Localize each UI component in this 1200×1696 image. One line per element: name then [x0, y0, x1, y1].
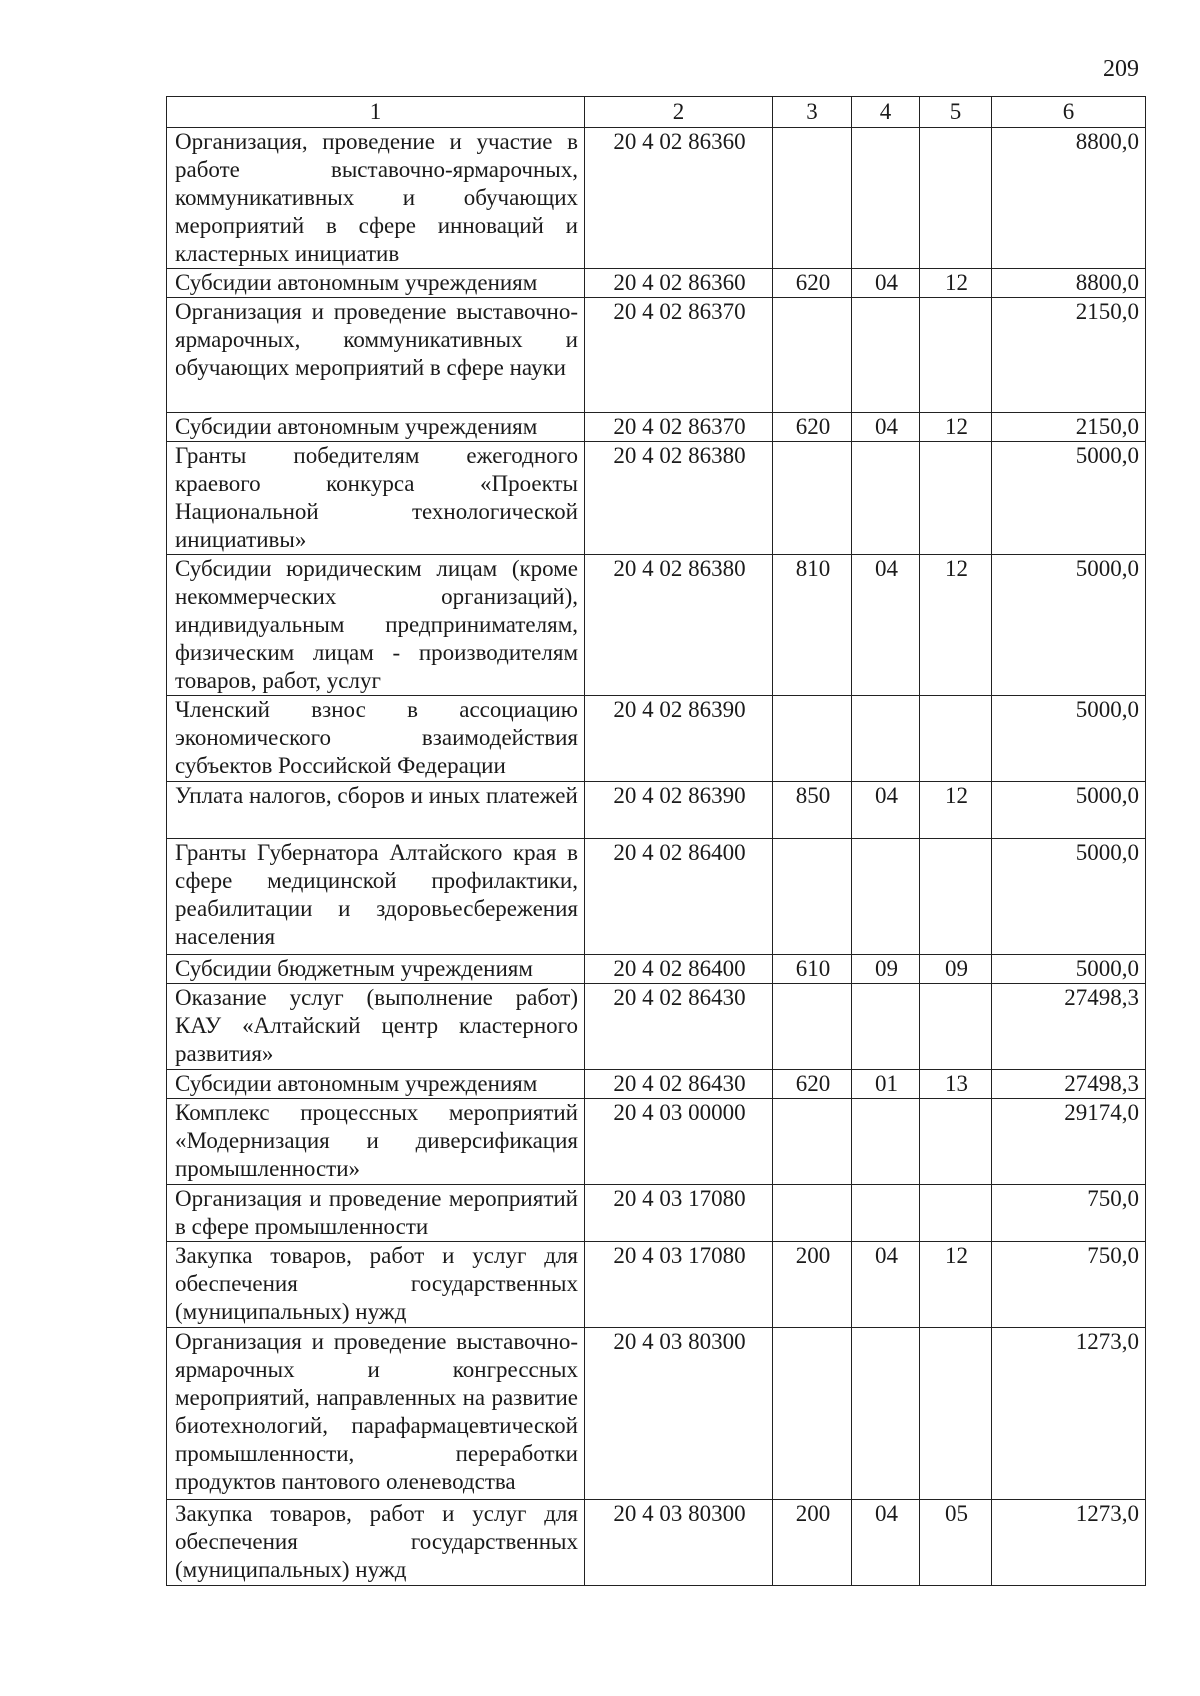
row-col4: 04	[852, 413, 920, 442]
row-col4: 04	[852, 555, 920, 696]
table-row	[167, 984, 1146, 1070]
row-col3: 620	[773, 413, 852, 442]
row-name: Уплата налогов, сборов и иных платежей	[167, 782, 585, 839]
row-amount: 5000,0	[992, 555, 1146, 696]
row-amount: 2150,0	[992, 298, 1146, 413]
row-amount: 29174,0	[992, 1099, 1146, 1185]
row-amount: 27498,3	[992, 1070, 1146, 1099]
table-row	[167, 955, 1146, 984]
row-col4: 04	[852, 782, 920, 839]
header-cell: 1	[167, 97, 585, 128]
row-col4	[852, 696, 920, 782]
row-name: Субсидии автономным учреждениям	[167, 269, 585, 298]
row-name: Организация и проведение выставочно-ярмарочных, коммуникативных и обучающих мероприятий в сфере науки	[167, 298, 585, 413]
row-col3	[773, 298, 852, 413]
row-code: 20 4 02 86360	[585, 128, 773, 269]
row-name: Гранты Губернатора Алтайского края в сфере медицинской профилактики, реабилитации и здоровьесбережения населения	[167, 839, 585, 955]
row-col5	[920, 128, 992, 269]
row-name: Субсидии автономным учреждениям	[167, 1070, 585, 1099]
table-row	[167, 413, 1146, 442]
row-col5	[920, 442, 992, 555]
table-row	[167, 298, 1146, 413]
row-code: 20 4 02 86390	[585, 782, 773, 839]
row-col4: 09	[852, 955, 920, 984]
row-name: Организация, проведение и участие в работе выставочно-ярмарочных, коммуникативных и обучающих мероприятий в сфере инноваций и кластерных инициатив	[167, 128, 585, 269]
row-col3	[773, 1185, 852, 1242]
row-col4: 04	[852, 1500, 920, 1586]
row-code: 20 4 02 86430	[585, 1070, 773, 1099]
row-col3	[773, 442, 852, 555]
header-cell: 6	[992, 97, 1146, 128]
row-code: 20 4 02 86430	[585, 984, 773, 1070]
row-col3	[773, 696, 852, 782]
row-col5	[920, 839, 992, 955]
row-name: Оказание услуг (выполнение работ) КАУ «Алтайский центр кластерного развития»	[167, 984, 585, 1070]
row-code: 20 4 02 86380	[585, 555, 773, 696]
row-col3: 810	[773, 555, 852, 696]
budget-table	[166, 96, 1146, 1586]
row-code: 20 4 03 17080	[585, 1185, 773, 1242]
row-code: 20 4 02 86370	[585, 298, 773, 413]
row-amount: 8800,0	[992, 128, 1146, 269]
row-col4	[852, 128, 920, 269]
row-name: Организация и проведение мероприятий в сфере промышленности	[167, 1185, 585, 1242]
row-name: Гранты победителям ежегодного краевого конкурса «Проекты Национальной технологической инициативы»	[167, 442, 585, 555]
row-col5: 12	[920, 782, 992, 839]
header-cell: 3	[773, 97, 852, 128]
row-col3: 620	[773, 269, 852, 298]
row-code: 20 4 02 86390	[585, 696, 773, 782]
row-amount: 2150,0	[992, 413, 1146, 442]
row-col3: 200	[773, 1242, 852, 1328]
row-amount: 5000,0	[992, 442, 1146, 555]
row-col5: 12	[920, 1242, 992, 1328]
table-row	[167, 128, 1146, 269]
row-code: 20 4 03 17080	[585, 1242, 773, 1328]
row-col5	[920, 1185, 992, 1242]
row-name: Субсидии бюджетным учреждениям	[167, 955, 585, 984]
row-col5: 13	[920, 1070, 992, 1099]
row-name: Субсидии автономным учреждениям	[167, 413, 585, 442]
header-cell: 4	[852, 97, 920, 128]
row-col5: 12	[920, 269, 992, 298]
page-number: 209	[1103, 56, 1139, 82]
row-col4: 01	[852, 1070, 920, 1099]
table-row	[167, 555, 1146, 696]
table-row	[167, 1328, 1146, 1500]
row-code: 20 4 02 86360	[585, 269, 773, 298]
row-col3	[773, 1328, 852, 1500]
table-row	[167, 782, 1146, 839]
row-col4	[852, 1328, 920, 1500]
row-amount: 5000,0	[992, 782, 1146, 839]
row-amount: 750,0	[992, 1185, 1146, 1242]
row-col5: 09	[920, 955, 992, 984]
row-name: Организация и проведение выставочно-ярмарочных и конгрессных мероприятий, направленных на развитие биотехнологий, парафармацевтической промышленности, переработки продуктов пантового оленеводства	[167, 1328, 585, 1500]
table-row	[167, 442, 1146, 555]
row-col4	[852, 984, 920, 1070]
row-col5	[920, 298, 992, 413]
row-col3	[773, 1099, 852, 1185]
row-name: Закупка товаров, работ и услуг для обеспечения государственных (муниципальных) нужд	[167, 1500, 585, 1586]
row-code: 20 4 02 86400	[585, 839, 773, 955]
row-code: 20 4 03 80300	[585, 1328, 773, 1500]
table-row	[167, 1070, 1146, 1099]
row-code: 20 4 02 86370	[585, 413, 773, 442]
row-col5: 05	[920, 1500, 992, 1586]
row-col5: 12	[920, 413, 992, 442]
row-amount: 5000,0	[992, 696, 1146, 782]
header-cell: 5	[920, 97, 992, 128]
row-col5	[920, 984, 992, 1070]
table-row	[167, 1099, 1146, 1185]
row-col3	[773, 839, 852, 955]
row-amount: 5000,0	[992, 955, 1146, 984]
row-amount: 5000,0	[992, 839, 1146, 955]
row-col4	[852, 298, 920, 413]
row-col3	[773, 984, 852, 1070]
header-cell: 2	[585, 97, 773, 128]
row-col4: 04	[852, 1242, 920, 1328]
row-col4: 04	[852, 269, 920, 298]
row-amount: 750,0	[992, 1242, 1146, 1328]
row-col3: 610	[773, 955, 852, 984]
row-name: Членский взнос в ассоциацию экономического взаимодействия субъектов Российской Федерации	[167, 696, 585, 782]
row-col4	[852, 1185, 920, 1242]
row-col3: 200	[773, 1500, 852, 1586]
row-name: Закупка товаров, работ и услуг для обеспечения государственных (муниципальных) нужд	[167, 1242, 585, 1328]
row-col3	[773, 128, 852, 269]
table-row	[167, 1500, 1146, 1586]
row-name: Комплекс процессных мероприятий «Модернизация и диверсификация промышленности»	[167, 1099, 585, 1185]
row-code: 20 4 02 86380	[585, 442, 773, 555]
table-row	[167, 696, 1146, 782]
row-amount: 8800,0	[992, 269, 1146, 298]
table-row	[167, 269, 1146, 298]
row-amount: 1273,0	[992, 1328, 1146, 1500]
row-col4	[852, 442, 920, 555]
header-row	[167, 97, 1146, 128]
row-col3: 620	[773, 1070, 852, 1099]
row-col4	[852, 1099, 920, 1185]
row-code: 20 4 03 00000	[585, 1099, 773, 1185]
row-code: 20 4 03 80300	[585, 1500, 773, 1586]
row-col3: 850	[773, 782, 852, 839]
row-code: 20 4 02 86400	[585, 955, 773, 984]
row-col5	[920, 1099, 992, 1185]
table-row	[167, 839, 1146, 955]
row-col4	[852, 839, 920, 955]
table-row	[167, 1185, 1146, 1242]
row-amount: 1273,0	[992, 1500, 1146, 1586]
row-amount: 27498,3	[992, 984, 1146, 1070]
table-row	[167, 1242, 1146, 1328]
row-col5	[920, 1328, 992, 1500]
row-col5: 12	[920, 555, 992, 696]
row-name: Субсидии юридическим лицам (кроме некоммерческих организаций), индивидуальным предпринимателям, физическим лицам - производителям товаров, работ, услуг	[167, 555, 585, 696]
row-col5	[920, 696, 992, 782]
